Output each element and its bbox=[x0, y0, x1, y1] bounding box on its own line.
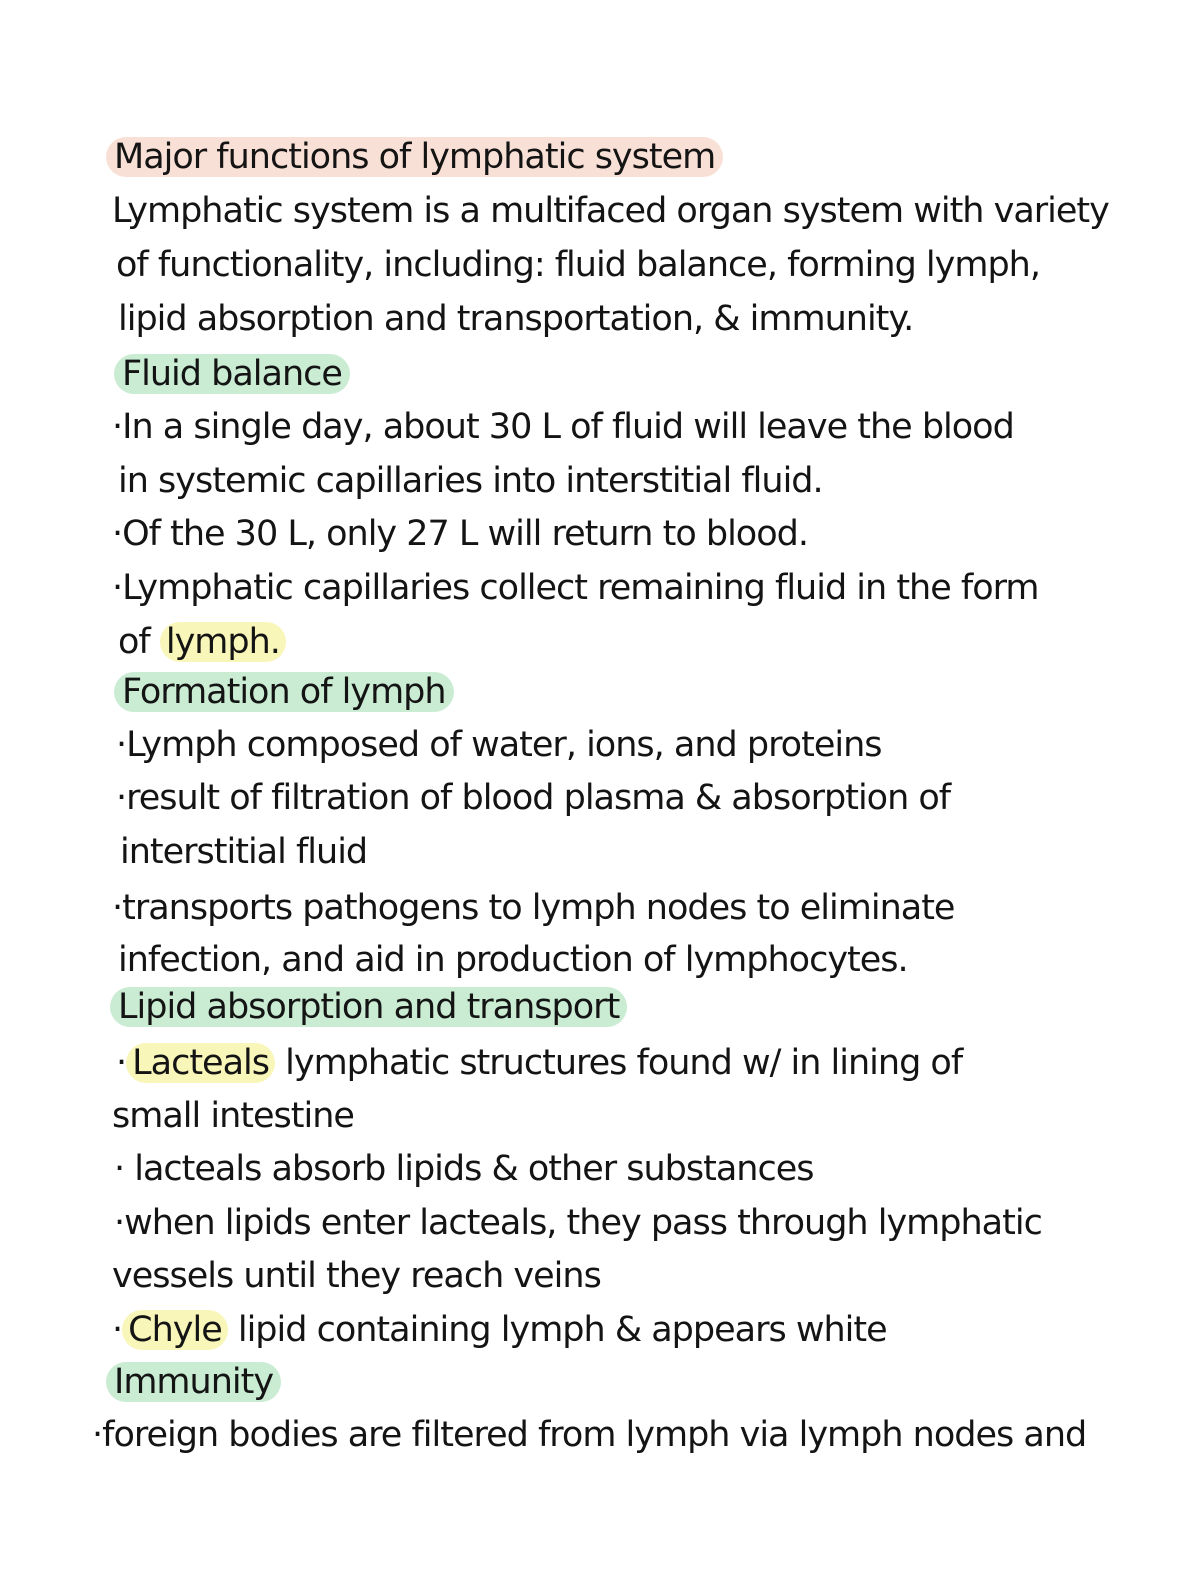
line-text: lymphatic structures found w/ in lining of bbox=[275, 1043, 963, 1083]
fluid-balance-line-4: ·Lymphatic capillaries collect remaining fluid in the form bbox=[112, 568, 1039, 608]
intro-line-3: lipid absorption and transportation, & immunity. bbox=[118, 299, 914, 339]
heading-highlight: Formation of lymph bbox=[114, 672, 454, 712]
intro-line-2: of functionality, including: fluid balance, forming lymph, bbox=[116, 245, 1040, 285]
lipid-line-2: small intestine bbox=[112, 1096, 354, 1136]
bullet: · bbox=[112, 1310, 123, 1350]
heading-formation-of-lymph bbox=[120, 668, 454, 716]
formation-line-4: ·transports pathogens to lymph nodes to eliminate bbox=[112, 888, 955, 928]
formation-line-1: ·Lymph composed of water, ions, and proteins bbox=[116, 725, 882, 765]
term-lacteals-highlight: Lacteals bbox=[126, 1043, 275, 1083]
line-text: lipid containing lymph & appears white bbox=[227, 1310, 887, 1350]
bullet: · bbox=[116, 1043, 127, 1083]
formation-line-5: infection, and aid in production of lymphocytes. bbox=[118, 940, 908, 980]
fluid-balance-line-3: ·Of the 30 L, only 27 L will return to blood. bbox=[112, 514, 808, 554]
lipid-line-6 bbox=[112, 1306, 887, 1354]
lipid-line-1 bbox=[116, 1039, 962, 1087]
title-highlight: Major functions of lymphatic system bbox=[106, 137, 723, 177]
fluid-balance-line-2: in systemic capillaries into interstitial fluid. bbox=[118, 461, 823, 501]
immunity-line-1: ·foreign bodies are filtered from lymph via lymph nodes and bbox=[92, 1415, 1087, 1455]
intro-line-1: Lymphatic system is a multifaced organ system with variety bbox=[112, 191, 1109, 231]
formation-line-3: interstitial fluid bbox=[120, 832, 368, 872]
fluid-balance-line-1: ·In a single day, about 30 L of fluid will leave the blood bbox=[112, 407, 1014, 447]
lipid-line-3: · lacteals absorb lipids & other substances bbox=[114, 1149, 814, 1189]
heading-highlight: Immunity bbox=[106, 1362, 281, 1402]
formation-line-2: ·result of filtration of blood plasma & absorption of bbox=[116, 778, 951, 818]
fluid-balance-line-5 bbox=[118, 618, 286, 666]
term-lymph-highlight: lymph. bbox=[160, 622, 286, 662]
lipid-line-4: ·when lipids enter lacteals, they pass through lymphatic bbox=[114, 1203, 1042, 1243]
page-title bbox=[112, 133, 723, 181]
heading-highlight: Fluid balance bbox=[114, 354, 350, 394]
lipid-line-5: vessels until they reach veins bbox=[112, 1256, 601, 1296]
line-text: of bbox=[118, 622, 160, 662]
heading-immunity bbox=[112, 1358, 281, 1406]
heading-fluid-balance bbox=[120, 350, 350, 398]
heading-lipid-absorption bbox=[116, 983, 627, 1031]
heading-highlight: Lipid absorption and transport bbox=[110, 987, 627, 1027]
term-chyle-highlight: Chyle bbox=[122, 1310, 228, 1350]
